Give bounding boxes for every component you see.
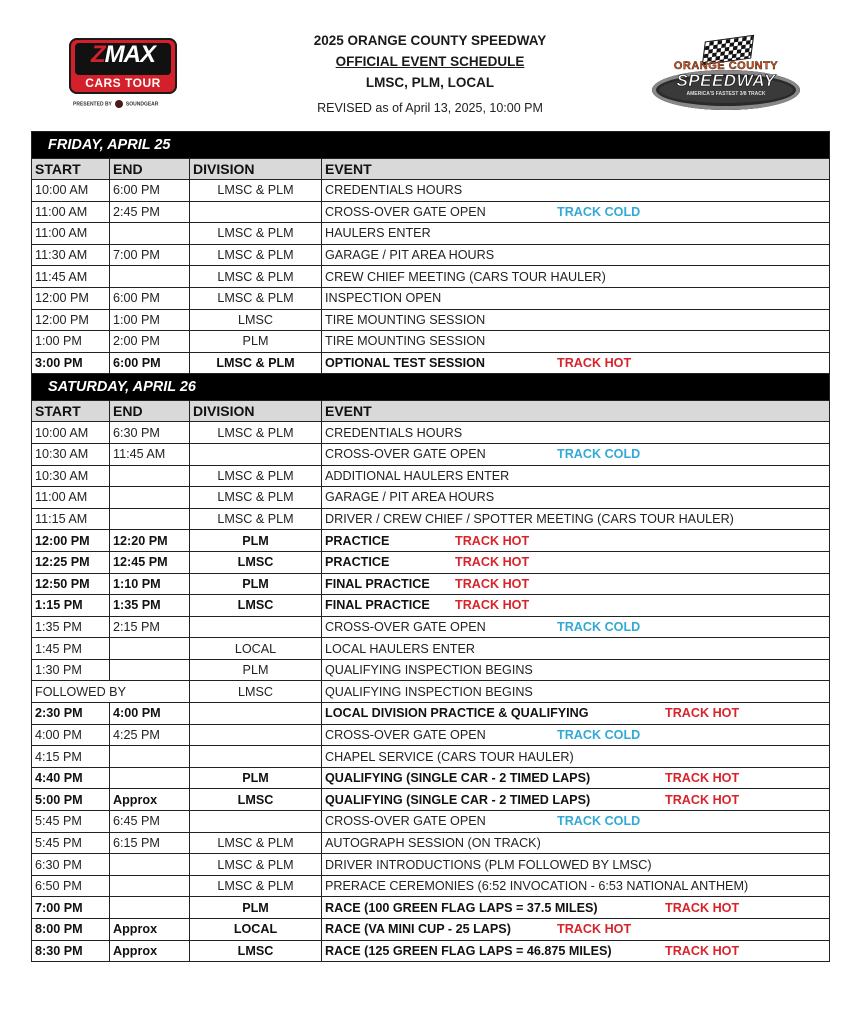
column-header-start: START: [32, 159, 110, 180]
event-cell: [322, 767, 830, 789]
end-time-cell: 6:30 PM: [110, 422, 190, 444]
end-time-cell: Approx: [110, 789, 190, 811]
track-cold-badge: TRACK COLD: [557, 447, 641, 462]
event-cell: [322, 659, 830, 681]
start-time-cell: 5:45 PM: [32, 832, 110, 854]
schedule-row: [32, 443, 830, 465]
schedule-row: [32, 465, 830, 487]
zmax-cars-tour-logo: [69, 38, 177, 108]
division-cell: LMSC: [190, 309, 322, 331]
start-time-cell: 1:35 PM: [32, 616, 110, 638]
event-name: LOCAL HAULERS ENTER: [325, 641, 475, 656]
track-hot-badge: TRACK HOT: [665, 771, 740, 786]
end-time-cell: 1:00 PM: [110, 309, 190, 331]
schedule-row: [32, 201, 830, 223]
schedule-row: [32, 746, 830, 768]
start-time-cell: FOLLOWED BY: [32, 681, 190, 703]
division-cell: [190, 811, 322, 833]
end-time-cell: 12:20 PM: [110, 530, 190, 552]
start-time-cell: 11:30 AM: [32, 244, 110, 266]
track-hot-badge: TRACK HOT: [665, 943, 740, 958]
track-hot-badge: TRACK HOT: [557, 356, 632, 371]
division-cell: LMSC & PLM: [190, 422, 322, 444]
end-time-cell: 6:00 PM: [110, 180, 190, 202]
schedule-row: [32, 223, 830, 245]
start-time-cell: 5:00 PM: [32, 789, 110, 811]
end-time-cell: [110, 508, 190, 530]
division-cell: LMSC: [190, 940, 322, 962]
event-name: CREW CHIEF MEETING (CARS TOUR HAULER): [325, 269, 606, 284]
event-name: CHAPEL SERVICE (CARS TOUR HAULER): [325, 749, 574, 764]
start-time-cell: 11:45 AM: [32, 266, 110, 288]
division-cell: LMSC & PLM: [190, 832, 322, 854]
event-name: GARAGE / PIT AREA HOURS: [325, 490, 495, 505]
event-name: CREDENTIALS HOURS: [325, 425, 463, 440]
end-time-cell: 1:35 PM: [110, 595, 190, 617]
division-cell: [190, 201, 322, 223]
track-hot-badge: TRACK HOT: [665, 900, 740, 915]
division-cell: LMSC & PLM: [190, 508, 322, 530]
start-time-cell: 7:00 PM: [32, 897, 110, 919]
event-cell: [322, 681, 830, 703]
start-time-cell: 10:00 AM: [32, 180, 110, 202]
division-cell: PLM: [190, 659, 322, 681]
schedule-row: [32, 616, 830, 638]
track-cold-badge: TRACK COLD: [557, 619, 641, 634]
division-cell: PLM: [190, 331, 322, 353]
schedule-row: [32, 919, 830, 941]
event-cell: [322, 746, 830, 768]
event-cell: [322, 854, 830, 876]
document-subtitle: OFFICIAL EVENT SCHEDULE: [335, 54, 525, 69]
orange-county-speedway-logo: [652, 38, 800, 113]
event-cell: [322, 244, 830, 266]
cars-tour-logo-text: CARS TOUR: [85, 76, 161, 90]
event-cell: [322, 352, 830, 374]
event-name: LOCAL DIVISION PRACTICE & QUALIFYING: [325, 706, 589, 721]
event-name: CROSS-OVER GATE OPEN: [325, 814, 486, 829]
event-cell: [322, 551, 830, 573]
start-time-cell: 12:50 PM: [32, 573, 110, 595]
event-name: QUALIFYING (SINGLE CAR - 2 TIMED LAPS): [325, 771, 591, 786]
schedule-row: [32, 854, 830, 876]
schedule-row: [32, 508, 830, 530]
division-cell: LMSC & PLM: [190, 266, 322, 288]
track-cold-badge: TRACK COLD: [557, 204, 641, 219]
track-hot-badge: TRACK HOT: [455, 555, 530, 570]
start-time-cell: 4:40 PM: [32, 767, 110, 789]
event-name: PRACTICE: [325, 555, 390, 570]
event-cell: [322, 703, 830, 725]
start-time-cell: 4:15 PM: [32, 746, 110, 768]
sponsor-logo-icon: [115, 100, 123, 108]
column-header-end: END: [110, 159, 190, 180]
divisions-line: LMSC, PLM, LOCAL: [365, 75, 495, 90]
division-cell: LMSC & PLM: [190, 223, 322, 245]
event-cell: [322, 940, 830, 962]
event-cell: [322, 530, 830, 552]
division-cell: LMSC & PLM: [190, 487, 322, 509]
event-name: PRERACE CEREMONIES (6:52 INVOCATION - 6:53 NATIONAL ANTHEM): [325, 879, 749, 894]
end-time-cell: [110, 659, 190, 681]
sponsor-name: SOUNDGEAR: [125, 101, 159, 108]
event-name: RACE (125 GREEN FLAG LAPS = 46.875 MILES): [325, 943, 612, 958]
end-time-cell: [110, 746, 190, 768]
schedule-row: [32, 897, 830, 919]
start-time-cell: 5:45 PM: [32, 811, 110, 833]
start-time-cell: 2:30 PM: [32, 703, 110, 725]
schedule-row: [32, 266, 830, 288]
event-cell: [322, 897, 830, 919]
column-header-division: DIVISION: [190, 159, 322, 180]
column-header-event: EVENT: [322, 159, 830, 180]
column-header-row: [32, 401, 830, 422]
schedule-row: [32, 487, 830, 509]
division-cell: LMSC & PLM: [190, 287, 322, 309]
division-cell: LMSC & PLM: [190, 854, 322, 876]
event-cell: [322, 724, 830, 746]
event-name: OPTIONAL TEST SESSION: [325, 356, 486, 371]
event-name: GARAGE / PIT AREA HOURS: [325, 248, 495, 263]
start-time-cell: 12:00 PM: [32, 309, 110, 331]
division-cell: [190, 443, 322, 465]
end-time-cell: [110, 767, 190, 789]
schedule-row: [32, 352, 830, 374]
event-name: CREDENTIALS HOURS: [325, 183, 463, 198]
schedule-row: [32, 767, 830, 789]
track-hot-badge: TRACK HOT: [557, 922, 632, 937]
start-time-cell: 10:30 AM: [32, 465, 110, 487]
end-time-cell: [110, 854, 190, 876]
division-cell: LMSC: [190, 789, 322, 811]
track-hot-badge: TRACK HOT: [455, 576, 530, 591]
division-cell: LMSC & PLM: [190, 352, 322, 374]
end-time-cell: 4:00 PM: [110, 703, 190, 725]
division-cell: PLM: [190, 767, 322, 789]
division-cell: [190, 746, 322, 768]
end-time-cell: 6:00 PM: [110, 287, 190, 309]
event-cell: [322, 180, 830, 202]
day-header-row: [32, 374, 830, 401]
event-cell: [322, 573, 830, 595]
revised-date: REVISED as of April 13, 2025, 10:00 PM: [317, 101, 543, 115]
start-time-cell: 12:00 PM: [32, 287, 110, 309]
event-name: TIRE MOUNTING SESSION: [325, 312, 486, 327]
schedule-row: [32, 638, 830, 660]
start-time-cell: 10:00 AM: [32, 422, 110, 444]
start-time-cell: 11:00 AM: [32, 223, 110, 245]
day-header-row: [32, 132, 830, 159]
start-time-cell: 6:50 PM: [32, 875, 110, 897]
start-time-cell: 10:30 AM: [32, 443, 110, 465]
division-cell: LMSC & PLM: [190, 244, 322, 266]
column-header-row: [32, 159, 830, 180]
event-cell: [322, 422, 830, 444]
schedule-row: [32, 724, 830, 746]
event-name: CROSS-OVER GATE OPEN: [325, 204, 486, 219]
end-time-cell: Approx: [110, 940, 190, 962]
event-cell: [322, 309, 830, 331]
track-cold-badge: TRACK COLD: [557, 814, 641, 829]
event-name: PRACTICE: [325, 533, 390, 548]
schedule-row: [32, 180, 830, 202]
event-name: ADDITIONAL HAULERS ENTER: [325, 468, 510, 483]
end-time-cell: 2:45 PM: [110, 201, 190, 223]
schedule-row: [32, 422, 830, 444]
end-time-cell: Approx: [110, 919, 190, 941]
end-time-cell: 6:00 PM: [110, 352, 190, 374]
end-time-cell: 6:45 PM: [110, 811, 190, 833]
zmax-logo-badge: [69, 38, 177, 94]
division-cell: LMSC: [190, 551, 322, 573]
event-cell: [322, 223, 830, 245]
ocs-logo-main-text: SPEEDWAY: [676, 71, 776, 90]
schedule-row: [32, 703, 830, 725]
track-hot-badge: TRACK HOT: [665, 706, 740, 721]
start-time-cell: 8:30 PM: [32, 940, 110, 962]
division-cell: LMSC & PLM: [190, 465, 322, 487]
schedule-row: [32, 681, 830, 703]
schedule-row: [32, 789, 830, 811]
schedule-row: [32, 287, 830, 309]
event-cell: [322, 789, 830, 811]
event-cell: [322, 465, 830, 487]
schedule-row: [32, 309, 830, 331]
end-time-cell: 7:00 PM: [110, 244, 190, 266]
end-time-cell: [110, 638, 190, 660]
end-time-cell: 11:45 AM: [110, 443, 190, 465]
column-header-event: EVENT: [322, 401, 830, 422]
division-cell: LOCAL: [190, 919, 322, 941]
event-name: CROSS-OVER GATE OPEN: [325, 447, 486, 462]
end-time-cell: [110, 266, 190, 288]
start-time-cell: 11:00 AM: [32, 201, 110, 223]
start-time-cell: 11:15 AM: [32, 508, 110, 530]
event-cell: [322, 266, 830, 288]
event-cell: [322, 201, 830, 223]
division-cell: LMSC & PLM: [190, 875, 322, 897]
end-time-cell: 2:00 PM: [110, 331, 190, 353]
event-name: AUTOGRAPH SESSION (ON TRACK): [325, 835, 541, 850]
schedule-row: [32, 573, 830, 595]
schedule-row: [32, 244, 830, 266]
event-cell: [322, 811, 830, 833]
start-time-cell: 12:25 PM: [32, 551, 110, 573]
schedule-row: [32, 659, 830, 681]
column-header-division: DIVISION: [190, 401, 322, 422]
presented-by-label: PRESENTED BY: [73, 101, 112, 108]
start-time-cell: 4:00 PM: [32, 724, 110, 746]
event-cell: [322, 638, 830, 660]
start-time-cell: 12:00 PM: [32, 530, 110, 552]
start-time-cell: 1:30 PM: [32, 659, 110, 681]
event-cell: [322, 443, 830, 465]
end-time-cell: [110, 897, 190, 919]
ocs-logo-tagline: AMERICA'S FASTEST 3/8 TRACK: [686, 91, 766, 97]
division-cell: [190, 616, 322, 638]
schedule-row: [32, 875, 830, 897]
schedule-row: [32, 331, 830, 353]
division-cell: PLM: [190, 573, 322, 595]
schedule-row: [32, 595, 830, 617]
event-name: CROSS-OVER GATE OPEN: [325, 619, 486, 634]
event-name: HAULERS ENTER: [325, 226, 431, 241]
event-name: QUALIFYING INSPECTION BEGINS: [325, 684, 533, 699]
track-hot-badge: TRACK HOT: [455, 598, 530, 613]
event-cell: [322, 875, 830, 897]
start-time-cell: 6:30 PM: [32, 854, 110, 876]
track-hot-badge: TRACK HOT: [665, 792, 740, 807]
start-time-cell: 11:00 AM: [32, 487, 110, 509]
end-time-cell: [110, 487, 190, 509]
column-header-start: START: [32, 401, 110, 422]
end-time-cell: 12:45 PM: [110, 551, 190, 573]
document-header: [250, 30, 610, 115]
end-time-cell: 4:25 PM: [110, 724, 190, 746]
start-time-cell: 1:45 PM: [32, 638, 110, 660]
end-time-cell: [110, 223, 190, 245]
event-name: DRIVER INTRODUCTIONS (PLM FOLLOWED BY LMSC): [325, 857, 652, 872]
schedule-row: [32, 530, 830, 552]
division-cell: LMSC: [190, 595, 322, 617]
day-label: FRIDAY, APRIL 25: [32, 132, 830, 159]
start-time-cell: 3:00 PM: [32, 352, 110, 374]
schedule-row: [32, 832, 830, 854]
ocs-logo-top-text: ORANGE COUNTY: [673, 60, 779, 72]
division-cell: LOCAL: [190, 638, 322, 660]
event-name: FINAL PRACTICE: [325, 598, 430, 613]
event-name: CROSS-OVER GATE OPEN: [325, 727, 486, 742]
division-cell: LMSC: [190, 681, 322, 703]
column-header-end: END: [110, 401, 190, 422]
event-cell: [322, 287, 830, 309]
event-name: QUALIFYING INSPECTION BEGINS: [325, 663, 533, 678]
event-name: RACE (100 GREEN FLAG LAPS = 37.5 MILES): [325, 900, 598, 915]
division-cell: [190, 724, 322, 746]
event-name: TIRE MOUNTING SESSION: [325, 334, 486, 349]
start-time-cell: 1:15 PM: [32, 595, 110, 617]
presented-by-line: [73, 100, 158, 108]
end-time-cell: [110, 465, 190, 487]
event-cell: [322, 487, 830, 509]
division-cell: PLM: [190, 897, 322, 919]
track-hot-badge: TRACK HOT: [455, 533, 530, 548]
event-name: DRIVER / CREW CHIEF / SPOTTER MEETING (CARS TOUR HAULER): [325, 512, 734, 527]
event-name: FINAL PRACTICE: [325, 576, 430, 591]
division-cell: [190, 703, 322, 725]
event-cell: [322, 832, 830, 854]
end-time-cell: 2:15 PM: [110, 616, 190, 638]
track-cold-badge: TRACK COLD: [557, 727, 641, 742]
start-time-cell: 1:00 PM: [32, 331, 110, 353]
schedule-row: [32, 940, 830, 962]
division-cell: LMSC & PLM: [190, 180, 322, 202]
day-label: SATURDAY, APRIL 26: [32, 374, 830, 401]
division-cell: PLM: [190, 530, 322, 552]
event-cell: [322, 508, 830, 530]
end-time-cell: [110, 875, 190, 897]
start-time-cell: 8:00 PM: [32, 919, 110, 941]
schedule-row: [32, 811, 830, 833]
document-title: 2025 ORANGE COUNTY SPEEDWAY: [313, 33, 547, 48]
schedule-row: [32, 551, 830, 573]
event-cell: [322, 919, 830, 941]
event-name: INSPECTION OPEN: [325, 291, 442, 306]
schedule-table: [31, 131, 830, 962]
event-cell: [322, 331, 830, 353]
event-cell: [322, 595, 830, 617]
event-name: RACE (VA MINI CUP - 25 LAPS): [325, 922, 511, 937]
event-name: QUALIFYING (SINGLE CAR - 2 TIMED LAPS): [325, 792, 591, 807]
end-time-cell: 6:15 PM: [110, 832, 190, 854]
event-cell: [322, 616, 830, 638]
zmax-logo-text: ZMAX: [90, 41, 155, 68]
end-time-cell: 1:10 PM: [110, 573, 190, 595]
